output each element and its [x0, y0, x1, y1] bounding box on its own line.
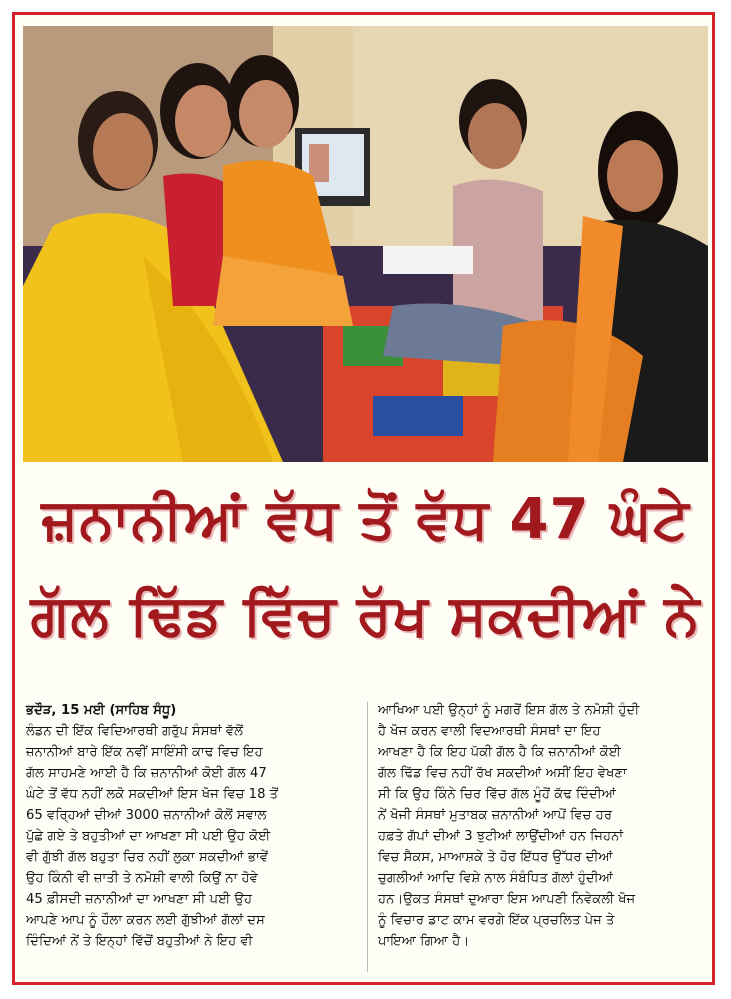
article-line: ਆਖਣਾ ਹੈ ਕਿ ਇਹ ਪੱਕੀ ਗੱਲ ਹੈ ਕਿ ਜ਼ਨਾਨੀਆਂ ਕੋਈ	[378, 745, 622, 760]
article-line: ਵਿਚ ਸੈਕਸ, ਮਾਆਸ਼ਕੇ ਤੇ ਹੋਰ ਇੱਧਰ ਉੱਧਰ ਦੀਆਂ	[378, 850, 613, 865]
article-line: ਘੰਟੇ ਤੋਂ ਵੱਧ ਨਹੀਂ ਲਕੋ ਸਕਦੀਆਂ ਇਸ ਖੋਜ ਵਿਚ 18 ਤੋਂ	[26, 787, 279, 802]
group-photo	[23, 26, 708, 462]
article-line: 65 ਵਰ੍ਹਿਆਂ ਦੀਆਂ 3000 ਜ਼ਨਾਨੀਆਂ ਕੋਲੋਂ ਸਵਾਲ	[26, 808, 267, 823]
article-line: ਆਪਣੇ ਆਪ ਨੂੰ ਹੌਲਾ ਕਰਨ ਲਈ ਗੁੱਝੀਆਂ ਗੱਲਾਂ ਦਸ	[26, 913, 265, 928]
article-line: 45 ਫ਼ੀਸਦੀ ਜ਼ਨਾਨੀਆਂ ਦਾ ਆਖਣਾ ਸੀ ਪਈ ਉਹ	[26, 892, 253, 907]
article-line: ਦਿੰਦਿਆਂ ਨੇਂ ਤੇ ਇਨ੍ਹਾਂ ਵਿੱਚੋਂ ਬਹੁਤੀਆਂ ਨੇ ਇਹ ਵੀ	[26, 934, 253, 949]
article-line: ਉਹ ਕਿੰਨੀ ਵੀ ਜ਼ਾਤੀ ਤੇ ਨਮੋਸ਼ੀ ਵਾਲੀ ਕਿਉਂ ਨਾ ਹੋਵੇ	[26, 871, 258, 886]
article-line: ਚੁਗਲੀਆਂ ਆਦਿ ਵਿਸ਼ੇ ਨਾਲ ਸੰਬੰਧਿਤ ਗੱਲਾਂ ਹੁੰਦੀਆਂ	[378, 871, 614, 886]
column-divider	[367, 702, 368, 972]
headline-line-1: ਜ਼ਨਾਨੀਆਂ ਵੱਧ ਤੋਂ ਵੱਧ 47 ਘੰਟੇ	[41, 487, 690, 552]
article-line: ਹਫ਼ਤੇ ਗੱਪਾਂ ਦੀਆਂ 3 ਝੁਟੀਆਂ ਲਾਉਂਦੀਆਂ ਹਨ ਜਿਹਨਾਂ	[378, 829, 624, 844]
article-line: ਨੂੰ ਵਿਚਾਰ ਡਾਟ ਕਾਮ ਵਰਗੇ ਇੱਕ ਪ੍ਰਚਲਿਤ ਪੇਜ ਤੇ	[378, 913, 615, 928]
article-line: ਨੇਂ ਖੋਜੀ ਸੰਸਥਾਂ ਮੁਤਾਬਕ ਜ਼ਨਾਨੀਆਂ ਆਪੋਂ ਵਿਚ ਹਰ	[378, 808, 613, 823]
article-line: ਪੁੱਛੇ ਗਏ ਤੇ ਬਹੁਤੀਆਂ ਦਾ ਆਖਣਾ ਸੀ ਪਈ ਉਹ ਕੋਈ	[26, 829, 271, 844]
article-line: ਸੀ ਕਿ ਉਹ ਕਿੰਨੇ ਚਿਰ ਵਿੱਚ ਗੱਲ ਮੂੰਹੋਂ ਕੱਢ ਦਿੰਦੀਆਂ	[378, 787, 617, 802]
article-line: ਹੈ ਖੋਜ ਕਰਨ ਵਾਲੀ ਵਿਦਆਰਥੀ ਸੰਸਥਾਂ ਦਾ ਇਹ	[378, 724, 601, 739]
article-line: ਵੀ ਗੁੱਝੀ ਗੱਲ ਬਹੁਤਾ ਚਿਰ ਨਹੀਂ ਲੁਕਾ ਸਕਦੀਆਂ ਭਾਵੇਂ	[26, 850, 269, 865]
dateline: ਭਦੌੜ, 15 ਮਈ (ਸਾਹਿਬ ਸੰਧੂ)	[26, 703, 177, 718]
article-line: ਪਾਇਆ ਗਿਆ ਹੈ।	[378, 934, 470, 949]
article-line: ਲੰਡਨ ਦੀ ਇੱਕ ਵਿਦਿਆਰਥੀ ਗਰੁੱਪ ਸੰਸਥਾਂ ਵੱਲੋਂ	[26, 724, 244, 739]
article-line: ਹਨ।ਉਕਤ ਸੰਸਥਾਂ ਦੁਆਰਾ ਇਸ ਆਪਣੀ ਨਿਵੇਕਲੀ ਖੋਜ	[378, 892, 636, 907]
article-column-2	[378, 700, 710, 952]
headline-line-2: ਗੱਲ ਢਿੱਡ ਵਿੱਚ ਰੱਖ ਸਕਦੀਆਂ ਨੇ	[30, 583, 701, 648]
article-line: ਗੱਲ ਢਿੱਡ ਵਿਚ ਨਹੀਂ ਰੱਖ ਸਕਦੀਆਂ ਅਸੀਂ ਇਹ ਵੇਖਣਾ	[378, 766, 627, 781]
article-column-1	[26, 700, 358, 952]
article-line: ਗੱਲ ਸਾਹਮਣੇ ਆਈ ਹੈ ਕਿ ਜ਼ਨਾਨੀਆਂ ਕੋਈ ਗੱਲ 47	[26, 766, 267, 781]
article-line: ਜ਼ਨਾਨੀਆਂ ਬਾਰੇ ਇੱਕ ਨਵੀਂ ਸਾਇੰਸੀ ਕਾਢ ਵਿਚ ਇਹ	[26, 745, 263, 760]
article-line: ਆਖਿਆ ਪਈ ਉਨ੍ਹਾਂ ਨੂੰ ਮਗਰੋਂ ਇਸ ਗੱਲ ਤੇ ਨਮੋਸ਼ੀ ਹੁੰਦੀ	[378, 703, 640, 718]
